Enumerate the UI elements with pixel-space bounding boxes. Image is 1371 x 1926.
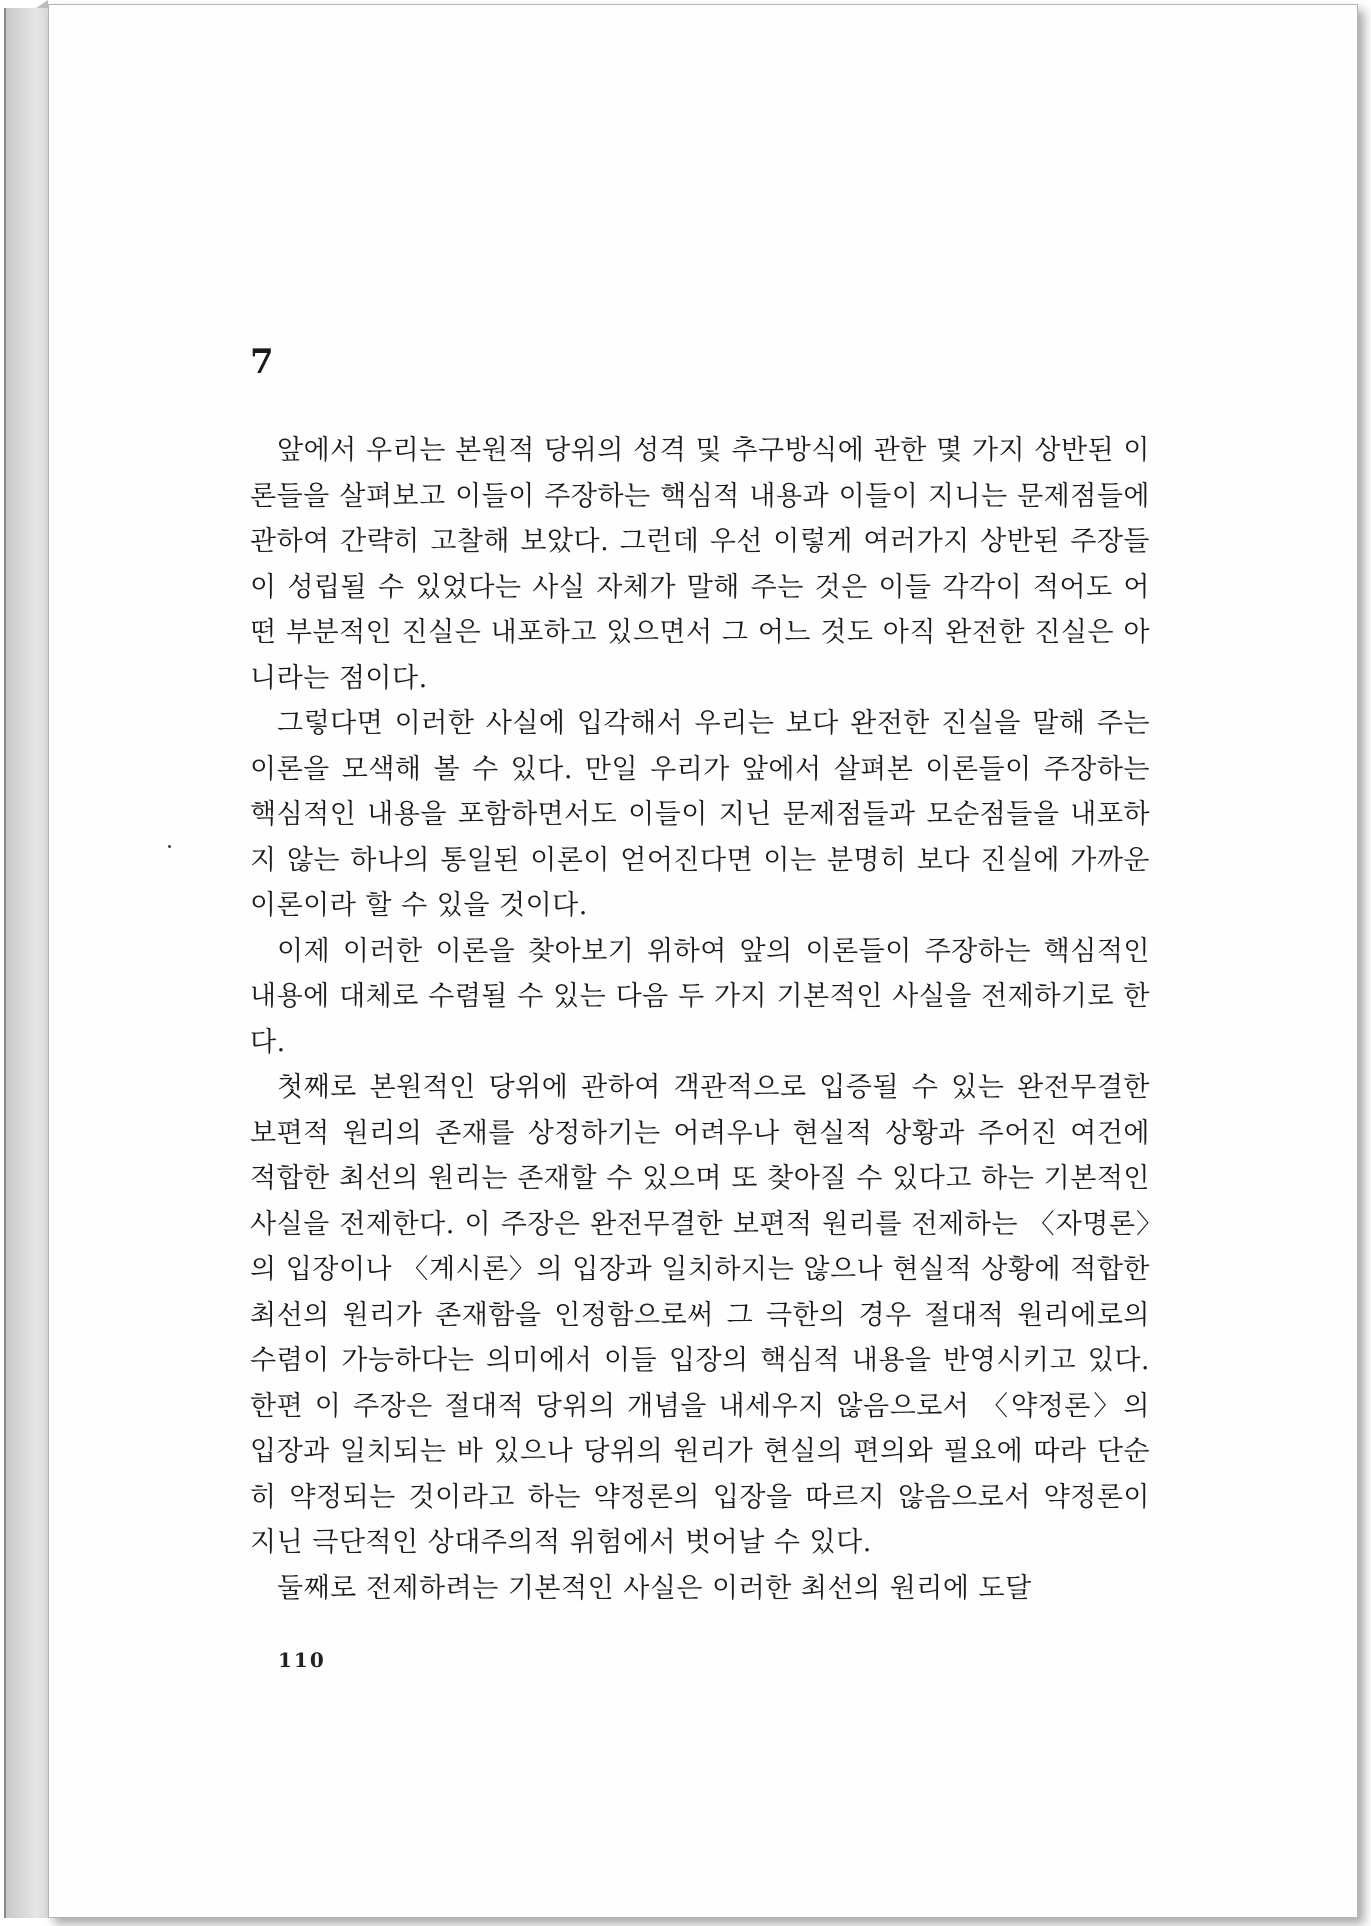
paragraph: 앞에서 우리는 본원적 당위의 성격 및 추구방식에 관한 몇 가지 상반된 이론들을 살펴보고 이들이 주장하는 핵심적 내용과 이들이 지니는 문제점들에 관하여 간략히 고찰해 보았다. 그런데 우선 이렇게 여러가지 상반된 주장들이 성립될 수 있었다는 사실 자체가 말해 주는 것은 이들 각각이 적어도 어떤 부분적인 진실은 내포하고 있으면서 그 어느 것도 아직 완전한 진실은 아니라는 점이다. bbox=[250, 435, 1150, 694]
chapter-number: 7 bbox=[250, 342, 274, 382]
scan-speck bbox=[168, 845, 171, 848]
paragraph: 그렇다면 이러한 사실에 입각해서 우리는 보다 완전한 진실을 말해 주는 이론을 모색해 볼 수 있다. 만일 우리가 앞에서 살펴본 이론들이 주장하는 핵심적인 내용을 포함하면서도 이들이 지닌 문제점들과 모순점들을 내포하지 않는 하나의 통일된 이론이 얻어진다면 이는 분명히 보다 진실에 가까운 이론이라 할 수 있을 것이다. bbox=[250, 708, 1150, 921]
paragraph: 첫째로 본원적인 당위에 관하여 객관적으로 입증될 수 있는 완전무결한 보편적 원리의 존재를 상정하기는 어려우나 현실적 상황과 주어진 여건에 적합한 최선의 원리는 존재할 수 있으며 또 찾아질 수 있다고 하는 기본적인 사실을 전제한다. 이 주장은 완전무결한 보편적 원리를 전제하는 〈자명론〉의 입장이나 〈계시론〉의 입장과 일치하지는 않으나 현실적 상황에 적합한 최선의 원리가 존재함을 인정함으로써 그 극한의 경우 절대적 원리에로의 수렴이 가능하다는 의미에서 이들 입장의 핵심적 내용을 반영시키고 있다. 한편 이 주장은 절대적 당위의 개념을 내세우지 않음으로서 〈약정론〉의 입장과 일치되는 바 있으나 당위의 원리가 현실의 편의와 필요에 따라 단순히 약정되는 것이라고 하는 약정론의 입장을 따르지 않음으로서 약정론이 지닌 극단적인 상대주의적 위험에서 벗어날 수 있다. bbox=[250, 1072, 1150, 1558]
paragraph: 둘째로 전제하려는 기본적인 사실은 이러한 최선의 원리에 도달 bbox=[277, 1572, 1032, 1604]
body-text bbox=[250, 428, 1150, 1611]
page-number: 110 bbox=[278, 1648, 326, 1672]
paragraph: 이제 이러한 이론을 찾아보기 위하여 앞의 이론들이 주장하는 핵심적인 내용에 대체로 수렴될 수 있는 다음 두 가지 기본적인 사실을 전제하기로 한다. bbox=[250, 935, 1150, 1058]
book-spine bbox=[4, 8, 50, 1918]
